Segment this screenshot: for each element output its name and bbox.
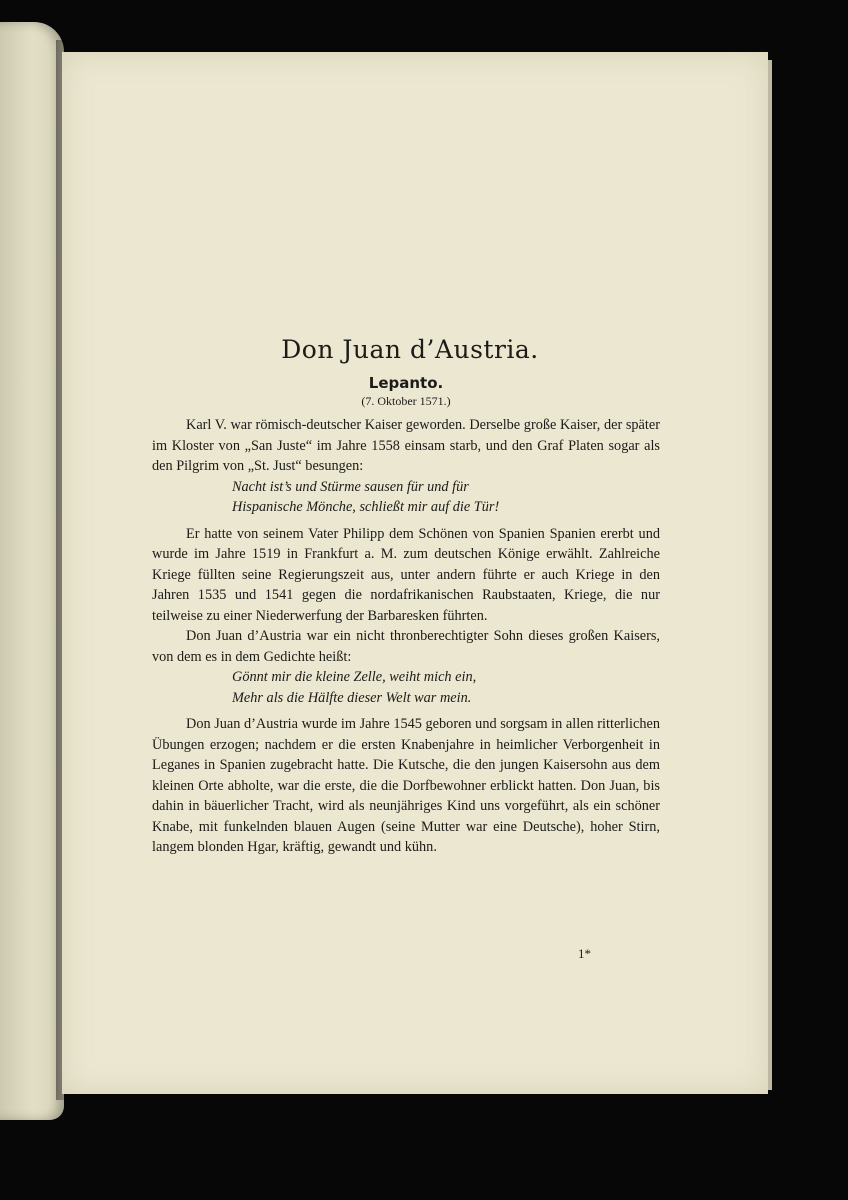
page-text — [152, 335, 660, 858]
section-subtitle: Lepanto. — [368, 374, 444, 392]
paragraph: Don Juan d’Austria wurde im Jahre 1545 geboren und sorgsam in allen ritterlichen Übungen erzogen; nachdem er die ersten Knabenjahre in heimlicher Verborgenheit in Leganes in Spanien zugebracht hatte. Die Kutsche, die den jungen Kaisersohn aus dem kleinen Orte abholte, war die erste, die die Dorfbewohner erblickt hatten. Don Juan, bis dahin in bäuerlicher Tracht, wird als neunjähriges Kind uns vorgeführt, als ein schöner Knabe, mit funkelnden blauen Augen (seine Mutter war eine Deutsche), hoher Stirn, langem blonden Hgar, kräftig, gewandt und kühn. — [152, 716, 660, 855]
verse-line: Gönnt mir die kleine Zelle, weiht mich ein, — [232, 669, 477, 685]
verse-line: Nacht ist’s und Stürme sausen für und für — [232, 478, 469, 495]
verse-line: Mehr als die Hälfte dieser Welt war mein. — [232, 689, 472, 706]
paragraph: Don Juan d’Austria war ein nicht thronberechtigter Sohn dieses großen Kaisers, von dem es in dem Gedichte heißt: — [152, 628, 660, 665]
left-page-edge — [0, 22, 64, 1120]
page-edge — [768, 60, 772, 1090]
page-number: 1* — [578, 946, 591, 961]
verse-quote — [152, 667, 660, 708]
verse-line: Hispanische Mönche, schließt mir auf die Tür! — [232, 499, 500, 515]
chapter-title: Don Juan d’Austria. — [281, 335, 539, 364]
paragraph: Er hatte von seinem Vater Philipp dem Schönen von Spanien Spanien ererbt und wurde im Jahre 1519 in Frankfurt a. M. zum deutschen Könige erwählt. Zahlreiche Kriege füllten seine Regierungszeit aus, unter andern führte er auch Kriege in den Jahren 1535 und 1541 gegen die nordafrikanischen Raubstaaten, Kriege, die nur teilweise zu einer Niederwerfung der Barbaresken führten. — [152, 525, 660, 624]
section-date: (7. Oktober 1571.) — [361, 394, 451, 408]
verse-quote — [152, 477, 660, 518]
paragraph: Karl V. war römisch-deutscher Kaiser geworden. Derselbe große Kaiser, der später im Kloster von „San Juste“ im Jahre 1558 einsam starb, und den Graf Platen sogar als den Pilgrim von „St. Just“ besungen: — [152, 417, 660, 474]
